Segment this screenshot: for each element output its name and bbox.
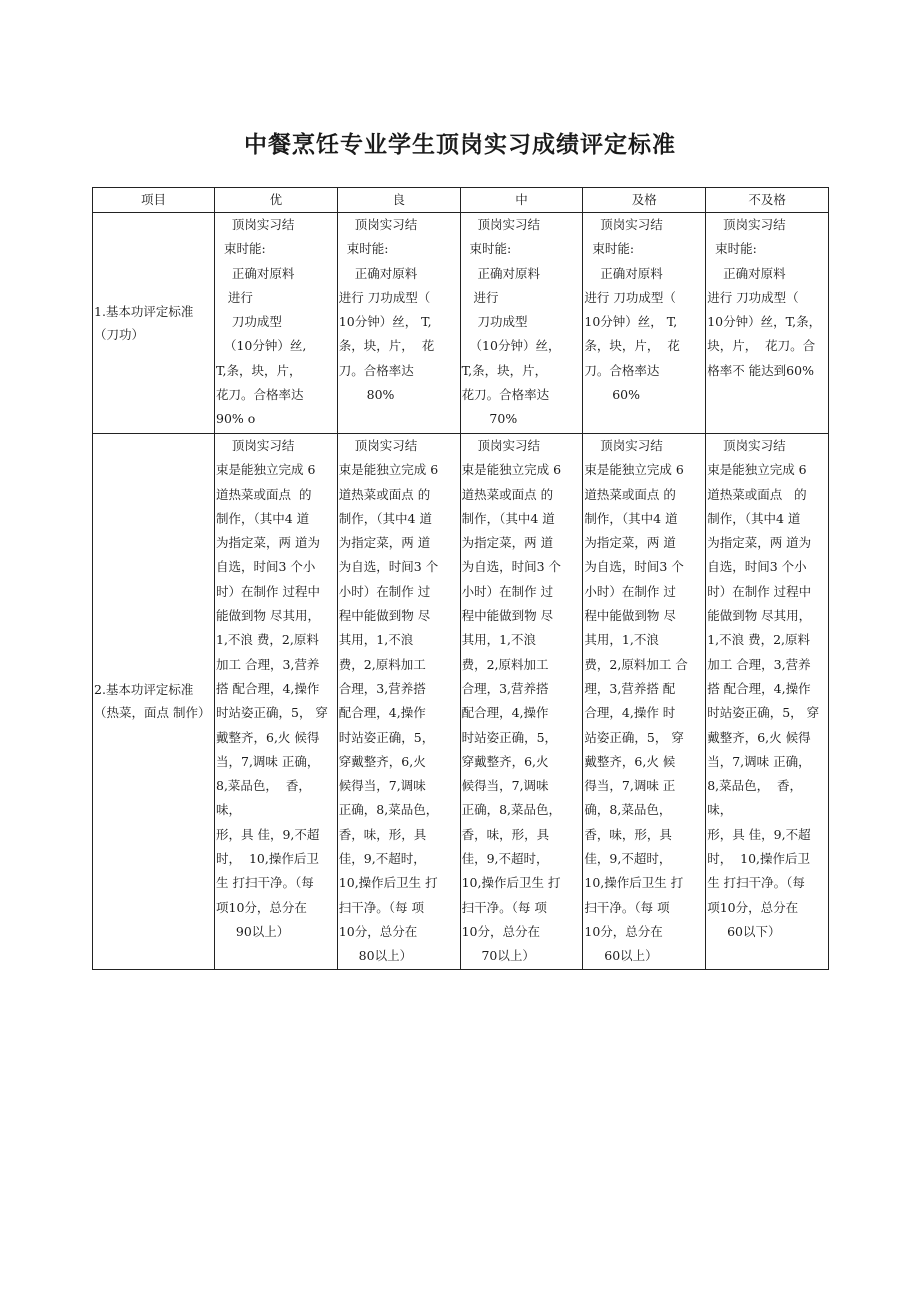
table-row — [93, 434, 829, 970]
header-item: 项目 — [93, 188, 215, 213]
grade-cell-fail: 顶岗实习结 束时能: 正确对原料 进行 刀功成型（ 10分钟）丝，T,条， 块，片， 花刀。合 格率不 能达到60% — [706, 213, 829, 434]
grade-cell-good: 顶岗实习结 束是能独立完成 6 道热菜或面点 的 制作，（其中4 道 为指定菜，两 道 为自选，时间3 个 小时）在制作 过 程中能做到物 尽 其用，1,不浪 费，2,原料加工 合理，3,营养搭 配合理，4,操作 时站姿正确，5， 穿戴整齐，6,火 候得当，7,调味 正确，8,菜品色， 香，味，形，具 佳，9,不超时， 10,操作后卫生 打 扫干净。（每 项 10分，总分在 80以上） — [337, 434, 460, 970]
header-row — [93, 188, 829, 213]
grade-cell-fail: 顶岗实习结 束是能独立完成 6 道热菜或面点 的 制作，（其中4 道 为指定菜，两 道为 自选，时间3 个小 时）在制作 过程中 能做到物 尽其用， 1,不浪 费，2,原料 加工 合理，3,营养 搭 配合理，4,操作 时站姿正确，5， 穿 戴整齐，6,火 候得 当，7,调味 正确， 8,菜品色， 香，味， 形，具 佳，9,不超 时， 10,操作后卫 生 打扫干净。（每 项10分，总分在 60以下） — [706, 434, 829, 970]
grade-cell-pass: 顶岗实习结 束是能独立完成 6 道热菜或面点 的 制作，（其中4 道 为指定菜，两 道 为自选，时间3 个 小时）在制作 过 程中能做到物 尽 其用，1,不浪 费，2,原料加工 合 理，3,营养搭 配 合理，4,操作 时 站姿正确，5， 穿 戴整齐，6,火 候 得当，7,调味 正 确，8,菜品色， 香，味，形，具 佳，9,不超时， 10,操作后卫生 打 扫干净。（每 项 10分，总分在 60以上） — [583, 434, 706, 970]
header-pass: 及格 — [583, 188, 706, 213]
grade-cell-excellent: 顶岗实习结 束是能独立完成 6 道热菜或面点 的 制作，（其中4 道 为指定菜，两 道为 自选，时间3 个小 时）在制作 过程中 能做到物 尽其用， 1,不浪 费，2,原料 加工 合理，3,营养 搭 配合理，4,操作 时站姿正确，5， 穿 戴整齐，6,火 候得 当，7,调味 正确， 8,菜品色， 香，味， 形，具 佳，9,不超 时， 10,操作后卫 生 打扫干净。（每 项10分，总分在 90以上） — [215, 434, 338, 970]
row-label-knife-skills: 1.基本功评定标准（刀功） — [93, 213, 215, 434]
header-good: 良 — [337, 188, 460, 213]
grade-cell-excellent: 顶岗实习结 束时能: 正确对原料 进行 刀功成型 （10分钟）丝, T,条，块，片， 花刀。合格率达 90% o — [215, 213, 338, 434]
grading-table — [92, 187, 829, 970]
grade-cell-average: 顶岗实习结 束是能独立完成 6 道热菜或面点 的 制作，（其中4 道 为指定菜，两 道 为自选，时间3 个 小时）在制作 过 程中能做到物 尽 其用，1,不浪 费，2,原料加工 合理，3,营养搭 配合理，4,操作 时站姿正确，5， 穿戴整齐，6,火 候得当，7,调味 正确，8,菜品色， 香，味，形，具 佳，9,不超时， 10,操作后卫生 打 扫干净。（每 项 10分，总分在 70以上） — [460, 434, 583, 970]
header-excellent: 优 — [215, 188, 338, 213]
page-title: 中餐烹饪专业学生顶岗实习成绩评定标准 — [244, 132, 676, 158]
table-row — [93, 213, 829, 434]
header-average: 中 — [460, 188, 583, 213]
grade-cell-average: 顶岗实习结 束时能: 正确对原料 进行 刀功成型 （10分钟）丝， T,条，块，片， 花刀。合格率达 70% — [460, 213, 583, 434]
header-fail: 不及格 — [706, 188, 829, 213]
grade-cell-pass: 顶岗实习结 束时能: 正确对原料 进行 刀功成型（ 10分钟）丝， T, 条，块，片， 花 刀。合格率达 60% — [583, 213, 706, 434]
row-label-cooking: 2.基本功评定标准（热菜，面点 制作） — [93, 434, 215, 970]
grade-cell-good: 顶岗实习结 束时能: 正确对原料 进行 刀功成型（ 10分钟）丝， T, 条，块，片， 花 刀。合格率达 80% — [337, 213, 460, 434]
